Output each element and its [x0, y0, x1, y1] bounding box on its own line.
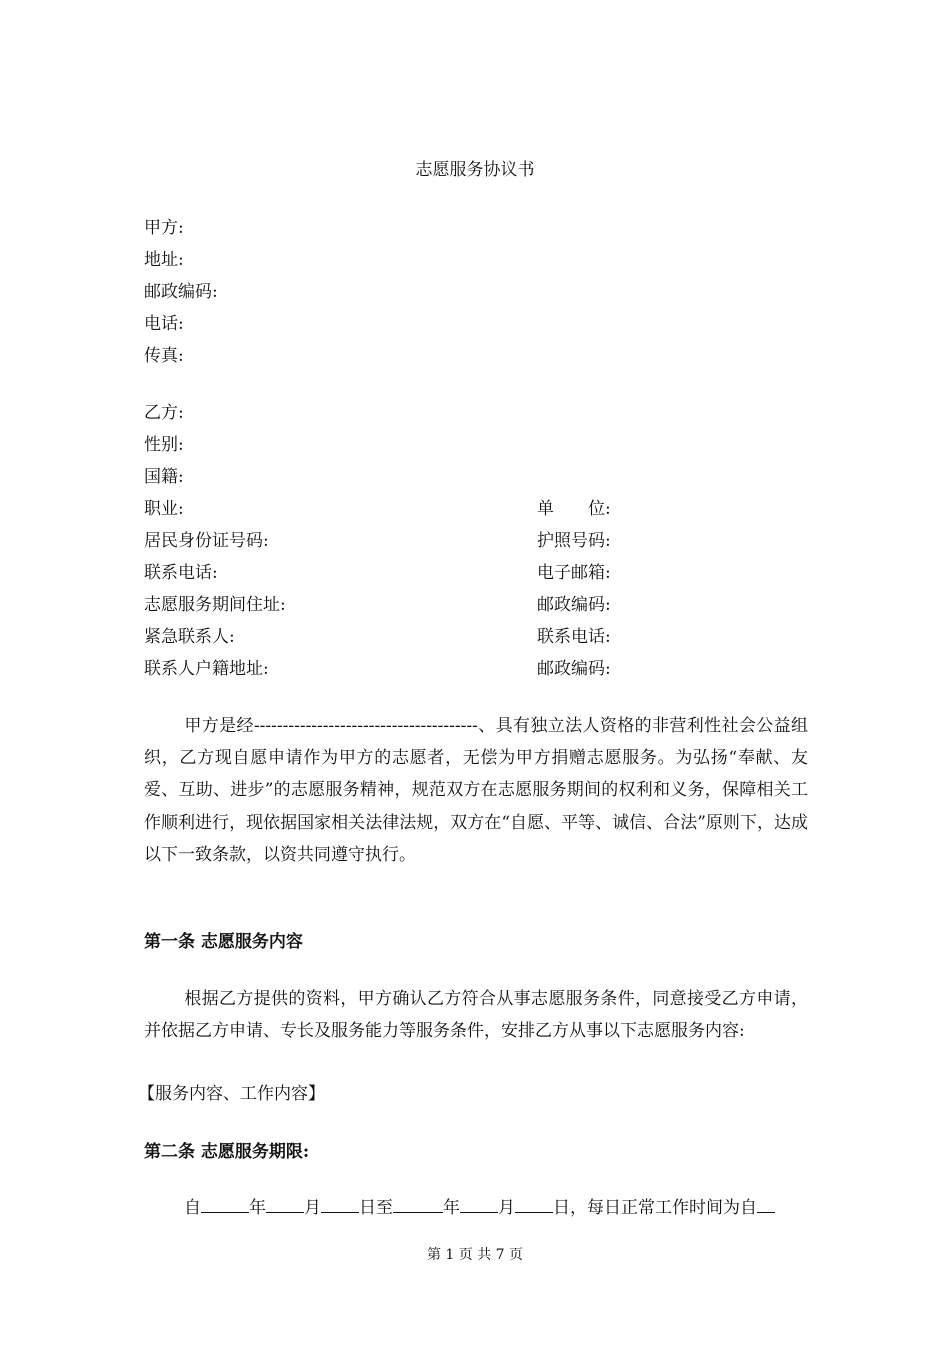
term-year-2: 年	[443, 1198, 460, 1218]
day-end-blank[interactable]	[515, 1196, 553, 1213]
article-2-heading: 第二条 志愿服务期限:	[144, 1142, 310, 1162]
term-month-1: 月	[304, 1198, 321, 1218]
preamble-text: 甲方是经---------------------------------------、具有独立法人资格的非营利性社会公益组织，乙方现自愿申请作为甲方的志愿者，无偿为甲方捐赠志愿服务。为弘扬“奉献、友爱、互助、进步”的志愿服务精神，规范双方在志愿服务期间的权利和义务，保障相关工作顺利进行，现依据国家相关法律法规，双方在“自愿、平等、诚信、合法”原则下，达成以下一致条款，以资共同遵守执行。	[144, 716, 808, 865]
party-b-contact-postal-label: 邮政编码:	[537, 659, 611, 679]
party-b-employer-label: 单 位:	[537, 499, 611, 519]
month-start-blank[interactable]	[266, 1196, 304, 1213]
day-start-blank[interactable]	[321, 1196, 359, 1213]
party-a-fax-label: 传真:	[144, 346, 184, 366]
party-b-contact-household-label: 联系人户籍地址:	[144, 659, 269, 679]
party-b-gender-label: 性别:	[144, 435, 184, 455]
year-start-blank[interactable]	[201, 1196, 249, 1213]
article-1-placeholder: 【服务内容、工作内容】	[138, 1084, 325, 1104]
party-b-id-label: 居民身份证号码:	[144, 531, 269, 551]
party-b-passport-label: 护照号码:	[537, 531, 611, 551]
term-from: 自	[184, 1198, 201, 1218]
party-b-nationality-label: 国籍:	[144, 467, 184, 487]
party-b-emergency-phone-label: 联系电话:	[537, 627, 611, 647]
document-title: 志愿服务协议书	[415, 160, 535, 180]
page-number-footer: 第 1 页 共 7 页	[426, 1247, 524, 1263]
party-a-name-label: 甲方:	[144, 218, 184, 238]
party-b-name-label: 乙方:	[144, 403, 184, 423]
party-b-service-address-label: 志愿服务期间住址:	[144, 595, 286, 615]
article-1-body: 根据乙方提供的资料，甲方确认乙方符合从事志愿服务条件，同意接受乙方申请，并依据乙方申请、专长及服务能力等服务条件，安排乙方从事以下志愿服务内容:	[144, 989, 808, 1042]
month-end-blank[interactable]	[460, 1196, 498, 1213]
term-year-1: 年	[249, 1198, 266, 1218]
party-b-emergency-contact-label: 紧急联系人:	[144, 627, 235, 647]
term-month-2: 月	[498, 1198, 515, 1218]
article-1-heading: 第一条 志愿服务内容	[144, 932, 303, 952]
party-b-service-postal-label: 邮政编码:	[537, 595, 611, 615]
party-a-address-label: 地址:	[144, 250, 184, 270]
term-day-1: 日至	[359, 1198, 393, 1218]
year-end-blank[interactable]	[393, 1196, 443, 1213]
term-day-2: 日，每日正常工作时间为自	[553, 1198, 757, 1218]
hours-start-blank[interactable]	[757, 1196, 775, 1213]
party-b-contact-phone-label: 联系电话:	[144, 563, 218, 583]
party-a-phone-label: 电话:	[144, 314, 184, 334]
party-a-postal-label: 邮政编码:	[144, 282, 218, 302]
article-1-paragraph	[144, 983, 808, 1047]
party-b-occupation-label: 职业:	[144, 499, 184, 519]
party-b-email-label: 电子邮箱:	[537, 563, 611, 583]
preamble-paragraph	[144, 710, 808, 871]
article-2-term-line	[184, 1196, 775, 1220]
